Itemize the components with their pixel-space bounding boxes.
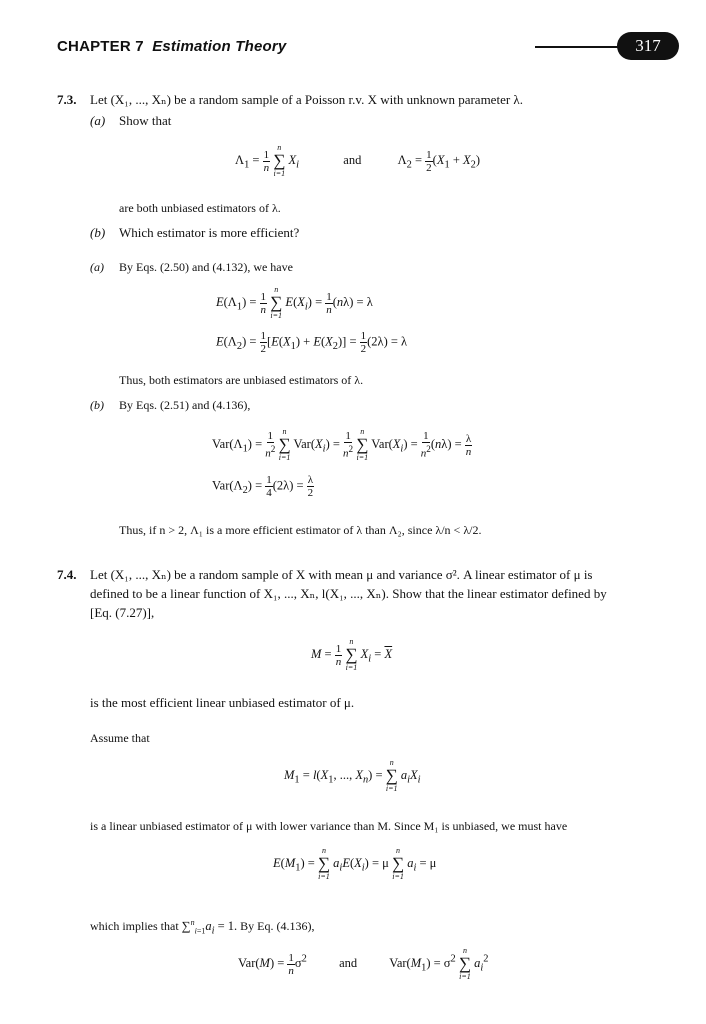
equation-variance-comparison: Var(M) = $\frac{1}{n}$ $\sigma^2$ and $Var(M_1) = \sigma^2$ n ∑ i=1 $a_i^2$ [238, 946, 489, 981]
page-number-badge: 317 [617, 32, 679, 60]
equation-expectation-1: $E(\Lambda_1)$ = $\frac{1}{n}$ n ∑ i=1 $E(X_i)$ = $\frac{1}{n}$ (nλ) = λ [216, 285, 373, 320]
assume-text: Assume that [90, 731, 150, 745]
solution-b-intro: By Eqs. (2.51) and (4.136), [119, 398, 251, 412]
header-rule [535, 46, 625, 48]
chapter-label: CHAPTER 7 [57, 38, 144, 55]
which-implies-text: which implies that [90, 919, 179, 934]
problem-7-4-line-2: defined to be a linear function of X₁, ..., Xₙ, l(X₁, ..., Xₙ). Show that the linear estimator defined by [90, 586, 607, 601]
part-a-label: (a) [90, 113, 106, 128]
equation-unbiased-condition: $E(M_1)$ = n ∑ i=1 $a_iE(X_i) = \mu$ n ∑ i=1 $a_i = \mu$ [273, 846, 437, 881]
chapter-subject: Estimation Theory [152, 38, 287, 55]
equation-variance-1: $Var(\Lambda_1)$ = $\frac{1}{n^2}$ n ∑ i=1 $Var(X_i)$ = $\frac{1}{n^2}$ n ∑ i=1 $Var(X_i)$ = $\frac{1}{n^2}$ (nλ) = $\frac{\lambda}{n}$ [212, 427, 472, 462]
equation-variance-2: $Var(\Lambda_2)$ = $\frac{1}{4}$ (2λ) = $\frac{\lambda}{2}$ [212, 474, 314, 499]
linear-unbiased-text: is a linear unbiased estimator of μ with lower variance than M. Since M₁ is unbiased, we must have [90, 819, 568, 833]
equation-lambda-defs: $\Lambda_1$ = $\frac{1}{n}$ n ∑ i=1 $X_i$ and $\Lambda_2$ = $\frac{1}{2}$ $(X_1 + X_2)$ [235, 143, 481, 178]
problem-7-4-number: 7.4. [57, 567, 77, 582]
part-b-label: (b) [90, 225, 106, 240]
eq-and-2: and [339, 955, 358, 970]
solution-b-label: (b) [90, 398, 104, 412]
most-efficient-text: is the most efficient linear unbiased estimator of μ. [90, 695, 355, 710]
eq-and-1: and [343, 152, 362, 167]
both-unbiased-text: are both unbiased estimators of λ. [119, 201, 281, 215]
solution-a-label: (a) [90, 260, 104, 274]
part-a-text: Show that [119, 113, 172, 128]
solution-b-conclusion: Thus, if n > 2, Λ₁ is a more efficient estimator of λ than Λ₂, since λ/n < λ/2. [119, 523, 482, 537]
problem-7-3-number: 7.3. [57, 92, 77, 107]
part-b-text: Which estimator is more efficient? [119, 225, 300, 240]
which-implies-line [90, 914, 315, 940]
problem-7-4-line-3: [Eq. (7.27)], [90, 605, 155, 620]
page-header [57, 32, 679, 62]
solution-a-conclusion: Thus, both estimators are unbiased estimators of λ. [119, 373, 364, 387]
sum-of-weights-equals-one: $\sum^n_{i=1}a_i = 1$. [181, 918, 238, 937]
by-eq-text: By Eq. (4.136), [240, 919, 315, 934]
equation-linear-estimator: $M_1 = l(X_1$, ..., $X_n$) = n ∑ i=1 $a_iX_i$ [284, 758, 421, 793]
problem-7-3-statement: Let (X₁, ..., Xₙ) be a random sample of a Poisson r.v. X with unknown parameter λ. [90, 92, 523, 107]
equation-sample-mean: M = $\frac{1}{n}$ n ∑ i=1 $X_i = \overline{X}$ [311, 637, 393, 672]
equation-expectation-2: $E(\Lambda_2)$ = $\frac{1}{2}$ $[E(X_1) + E(X_2)]$ = $\frac{1}{2}$ (2λ) = λ [216, 330, 408, 355]
chapter-heading [57, 38, 286, 55]
problem-7-4-line-1: Let (X₁, ..., Xₙ) be a random sample of X with mean μ and variance σ². A linear estimator of μ is [90, 567, 593, 582]
solution-a-intro: By Eqs. (2.50) and (4.132), we have [119, 260, 293, 274]
